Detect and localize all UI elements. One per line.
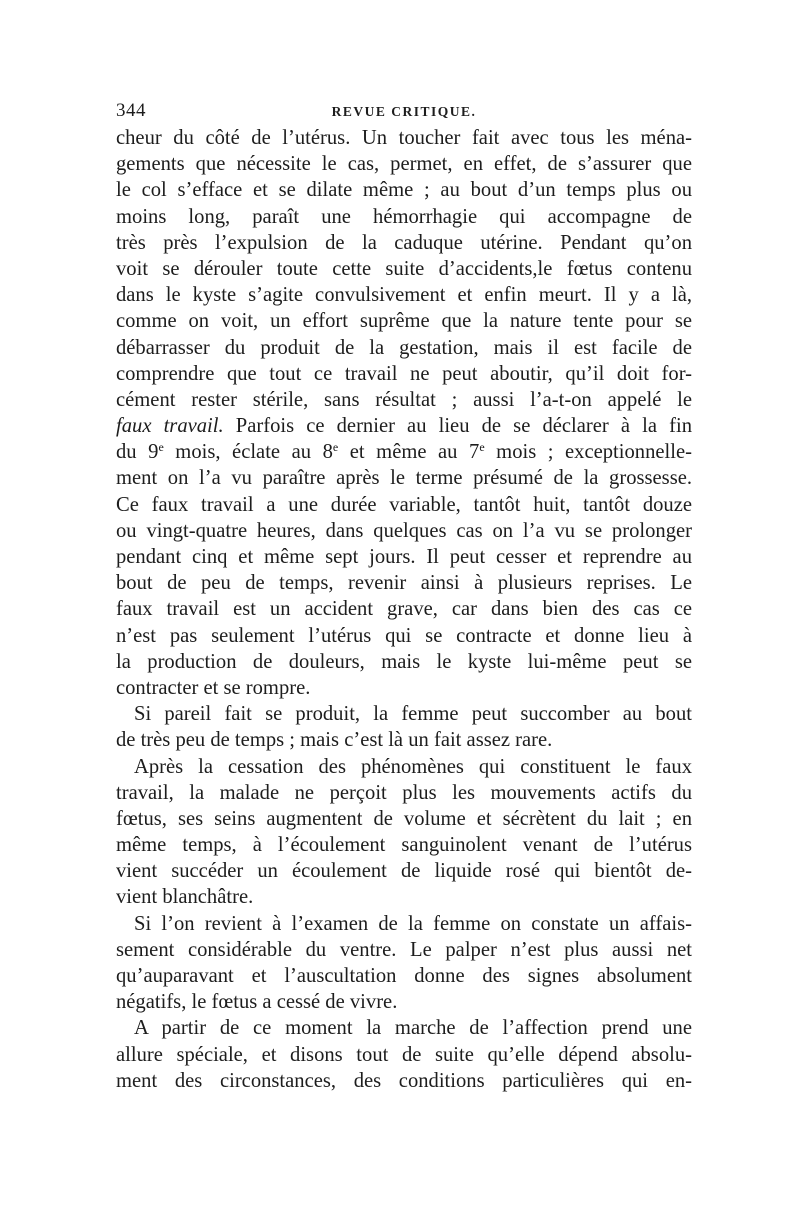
text-line: comprendre que tout ce travail ne peut aboutir, qu’il doit for- [116, 362, 692, 385]
text-line: bout de peu de temps, revenir ainsi à plusieurs reprises. Le [116, 572, 692, 595]
text-line: très près l’expulsion de la caduque utérine. Pendant qu’on [116, 231, 692, 254]
text-line: sement considérable du ventre. Le palper n’est plus aussi net [116, 938, 692, 961]
text-line: voit se dérouler toute cette suite d’accidents,le fœtus contenu [116, 257, 692, 280]
text-line: moins long, paraît une hémorrhagie qui accompagne de [116, 205, 692, 228]
text-line: Si l’on revient à l’examen de la femme on constate un affais- [134, 912, 692, 935]
text-line: cheur du côté de l’utérus. Un toucher fait avec tous les ména- [116, 127, 692, 149]
text-line: négatifs, le fœtus a cessé de vivre. [116, 991, 398, 1014]
running-title: REVUE CRITIQUE. [331, 104, 477, 119]
text-line: n’est pas seulement l’utérus qui se contracte et donne lieu à [116, 624, 692, 647]
text-line: faux travail est un accident grave, car dans bien des cas ce [116, 598, 692, 621]
text-line: ou vingt-quatre heures, dans quelques cas on l’a vu se prolonger [116, 519, 692, 542]
text-line: dans le kyste s’agite convulsivement et enfin meurt. Il y a là, [116, 284, 692, 307]
text-line: Si pareil fait se produit, la femme peut succomber au bout [134, 703, 692, 726]
text-line: fœtus, ses seins augmentent de volume et sécrètent du lait ; en [116, 807, 692, 830]
italic-term: faux travail. [116, 415, 224, 438]
text-line: cément rester stérile, sans résultat ; aussi l’a-t-on appelé le [116, 388, 692, 411]
text-segment: Parfois ce dernier au lieu de se déclarer à la fin [223, 415, 692, 438]
text-line: débarrasser du produit de la gestation, mais il est facile de [116, 336, 692, 359]
text-line: le col s’efface et se dilate même ; au bout d’un temps plus ou [116, 179, 692, 202]
superscript: e [158, 440, 164, 455]
text-line: de très peu de temps ; mais c’est là un fait assez rare. [116, 729, 553, 752]
text-line: qu’auparavant et l’auscultation donne des signes absolument [116, 965, 692, 987]
superscript: e [332, 440, 339, 455]
superscript: e [479, 440, 485, 455]
text-line: gements que nécessite le cas, permet, en effet, de s’assurer que [116, 153, 692, 176]
text-line [116, 439, 692, 465]
running-head [116, 100, 692, 122]
text-line: comme on voit, un effort suprême que la nature tente pour se [116, 310, 692, 333]
text-line: ment on l’a vu paraître après le terme présumé de la grossesse. [116, 467, 692, 490]
text-segment: et même au 7 [338, 441, 480, 464]
text-line: travail, la malade ne perçoit plus les mouvements actifs du [116, 781, 692, 804]
text-line: Après la cessation des phénomènes qui constituent le faux [134, 755, 692, 778]
text-line: même temps, à l’écoulement sanguinolent venant de l’utérus [116, 834, 692, 857]
text-line: pendant cinq et même sept jours. Il peut cesser et reprendre au [116, 546, 692, 568]
page-number: 344 [116, 100, 146, 121]
text-line: contracter et se rompre. [116, 676, 311, 699]
text-line: allure spéciale, et disons tout de suite qu’elle dépend absolu- [116, 1043, 692, 1066]
text-line: vient succéder un écoulement de liquide rosé qui bientôt de- [116, 860, 692, 883]
text-line: A partir de ce moment la marche de l’affection prend une [134, 1017, 692, 1040]
body-text [116, 125, 692, 1094]
text-line [116, 413, 692, 439]
text-segment: mois, éclate au 8 [163, 441, 333, 464]
text-segment: mois ; exceptionnelle- [484, 441, 692, 464]
text-line: ment des circonstances, des conditions particulières qui en- [116, 1069, 692, 1092]
text-line: la production de douleurs, mais le kyste lui-même peut se [116, 650, 692, 673]
text-line: vient blanchâtre. [116, 886, 254, 909]
text-line: Ce faux travail a une durée variable, tantôt huit, tantôt douze [116, 493, 692, 516]
text-segment: du 9 [116, 441, 159, 464]
